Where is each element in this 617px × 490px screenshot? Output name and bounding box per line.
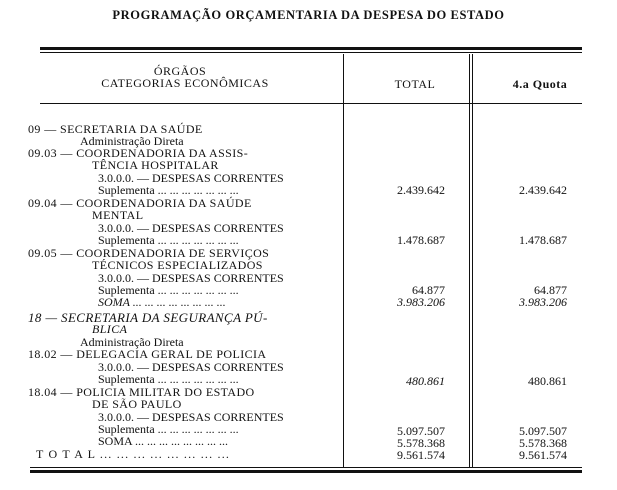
header-total: TOTAL: [394, 77, 436, 91]
total-value: 1.478.687: [397, 233, 445, 247]
table-bottom-rule-thin: [30, 467, 582, 468]
list-item: SOMA ... ... ... ... ... ... ... ...: [98, 295, 226, 309]
table-top-rule-thin: [40, 52, 582, 53]
quota-value: 1.478.687: [519, 233, 567, 247]
list-item: 3.0.0.0. — DESPESAS CORRENTES: [98, 221, 284, 235]
list-item: Suplementa ... ... ... ... ... ... ...: [98, 233, 239, 247]
quota-value: 480.861: [528, 374, 567, 388]
list-item: 09.04 — COORDENADORIA DA SAÚDE: [28, 196, 252, 210]
list-item: 3.0.0.0. — DESPESAS CORRENTES: [98, 271, 284, 285]
list-item: 09.05 — COORDENADORIA DE SERVIÇOS: [28, 246, 270, 260]
total-value: 2.439.642: [397, 183, 445, 197]
list-item: 3.0.0.0. — DESPESAS CORRENTES: [98, 171, 284, 185]
quota-value: 2.439.642: [519, 183, 567, 197]
list-item: Suplementa ... ... ... ... ... ... ...: [98, 372, 239, 386]
list-item: 09 — SECRETARIA DA SAÚDE: [28, 122, 203, 136]
quota-value: 3.983.206: [519, 295, 567, 309]
list-item: 18.02 — DELEGACIA GERAL DE POLICIA: [28, 347, 267, 361]
total-value: 64.877: [412, 283, 445, 297]
total-value: 5.578.368: [397, 436, 445, 450]
total-value: 480.861: [406, 374, 445, 388]
total-value: 5.097.507: [397, 424, 445, 438]
list-item: MENTAL: [92, 208, 144, 222]
quota-value: 5.097.507: [519, 424, 567, 438]
list-item: 3.0.0.0. — DESPESAS CORRENTES: [98, 360, 284, 374]
list-item: Administração Direta: [80, 134, 184, 148]
table-top-rule: [40, 47, 582, 50]
quota-value: 64.877: [534, 283, 567, 297]
quota-value: 9.561.574: [519, 448, 567, 462]
list-item: 09.03 — COORDENADORIA DA ASSIS-: [28, 146, 249, 160]
list-item: BLICA: [92, 322, 128, 336]
quota-value: 5.578.368: [519, 436, 567, 450]
list-item: Administração Direta: [80, 335, 184, 349]
list-item: T O T A L ... ... ... ... ... ... ... ...: [36, 447, 231, 461]
list-item: 3.0.0.0. — DESPESAS CORRENTES: [98, 410, 284, 424]
list-item: Suplementa ... ... ... ... ... ... ...: [98, 283, 239, 297]
list-item: TÉCNICOS ESPECIALIZADOS: [92, 258, 263, 272]
header-categories: CATEGORIAS ECONÔMICAS: [101, 76, 269, 90]
header-organs: ÓRGÃOS: [153, 64, 207, 78]
list-item: Suplementa ... ... ... ... ... ... ...: [98, 183, 239, 197]
table-bottom-rule: [30, 470, 582, 473]
header-quota: 4.a Quota: [512, 77, 568, 91]
page-title: PROGRAMAÇÃO ORÇAMENTARIA DA DESPESA DO ESTADO: [112, 8, 505, 22]
list-item: TÊNCIA HOSPITALAR: [92, 158, 219, 172]
list-item: DE SÃO PAULO: [92, 397, 182, 411]
total-value: 3.983.206: [397, 295, 445, 309]
list-item: 18.04 — POLICIA MILITAR DO ESTADO: [28, 385, 255, 399]
total-value: 9.561.574: [397, 448, 445, 462]
list-item: Suplementa ... ... ... ... ... ... ...: [98, 422, 239, 436]
header-separator: [40, 103, 582, 104]
list-item: 18 — SECRETARIA DA SEGURANÇA PÚ-: [28, 310, 268, 325]
list-item: SOMA ... ... ... ... ... ... ... ...: [98, 434, 229, 448]
column-divider-2a: [469, 54, 470, 468]
column-divider-2b: [472, 54, 473, 468]
